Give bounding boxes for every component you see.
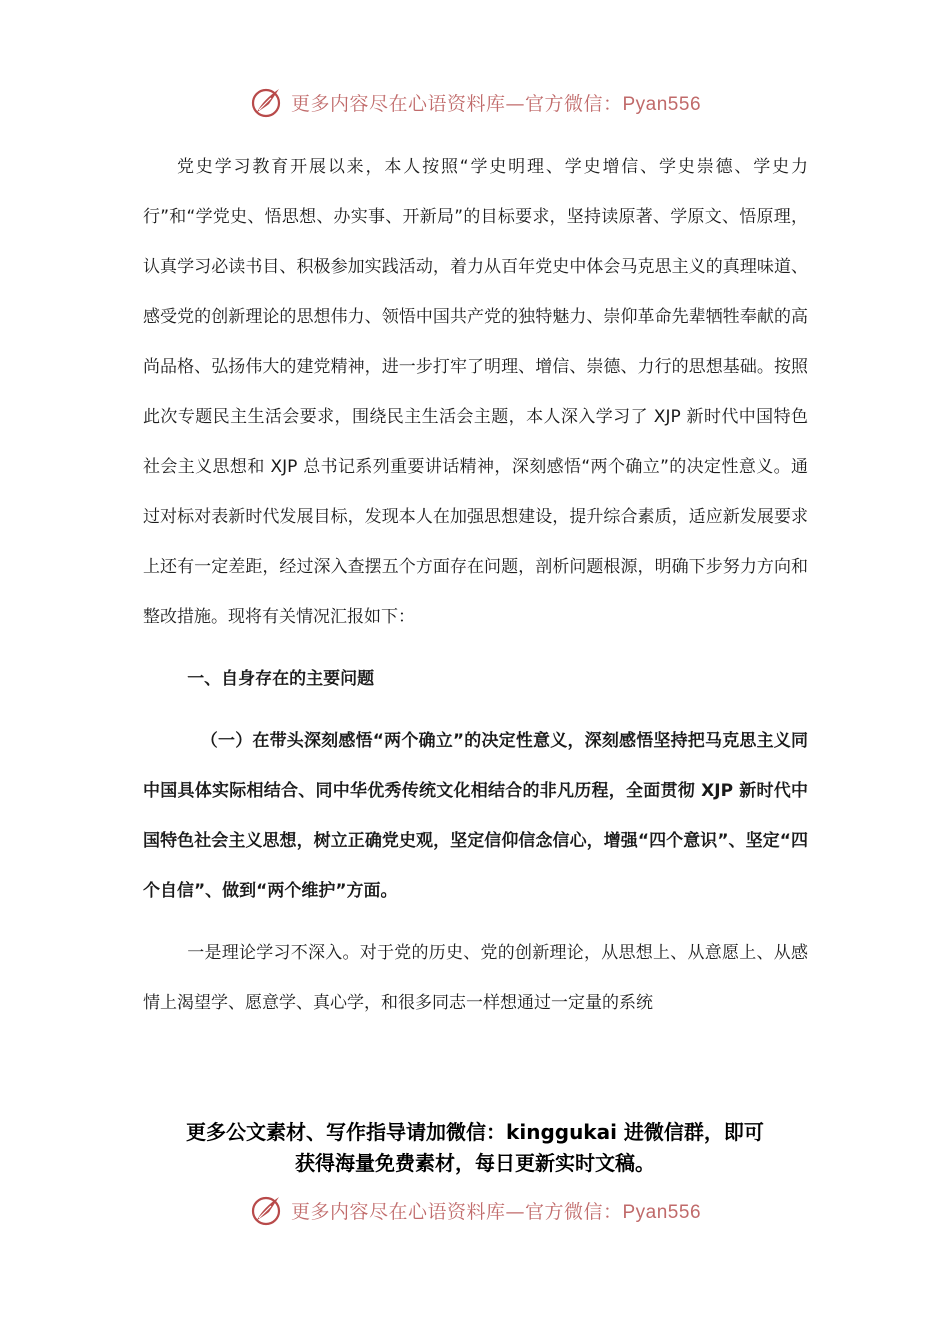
document-body	[143, 142, 808, 1028]
quill-pen-logo-icon	[249, 1192, 285, 1228]
body-paragraph: 一是理论学习不深入。对于党的历史、党的创新理论，从思想上、从意愿上、从感情上渴望学、愿意学、真心学，和很多同志一样想通过一定量的系统	[143, 943, 808, 1013]
section-heading: 一、自身存在的主要问题	[187, 669, 375, 689]
quill-pen-logo-icon	[249, 84, 285, 120]
header-watermark	[0, 84, 950, 120]
watermark-text: 更多内容尽在心语资料库—官方微信：Pyan556	[290, 1200, 702, 1223]
footer-watermark	[0, 1192, 950, 1228]
footer-note-line1: 更多公文素材、写作指导请加微信：kinggukai 进微信群，即可	[186, 1120, 764, 1144]
intro-paragraph: 党史学习教育开展以来，本人按照“学史明理、学史增信、学史崇德、学史力行”和“学党史、悟思想、办实事、开新局”的目标要求，坚持读原著、学原文、悟原理，认真学习必读书目、积极参加实践活动，着力从百年党史中体会马克思主义的真理味道、感受党的创新理论的思想伟力、领悟中国共产党的独特魅力、崇仰革命先辈牺牲奉献的高尚品格、弘扬伟大的建党精神，进一步打牢了明理、增信、崇德、力行的思想基础。按照此次专题民主生活会要求，围绕民主生活会主题，本人深入学习了 XJP 新时代中国特色社会主义思想和 XJP 总书记系列重要讲话精神，深刻感悟“两个确立”的决定性意义。通过对标对表新时代发展目标，发现本人在加强思想建设，提升综合素质，适应新发展要求上还有一定差距，经过深入查摆五个方面存在问题，剖析问题根源，明确下步努力方向和整改措施。现将有关情况汇报如下：	[143, 157, 808, 627]
footer-note	[130, 1117, 820, 1179]
watermark-text: 更多内容尽在心语资料库—官方微信：Pyan556	[290, 92, 702, 115]
subsection-heading: （一）在带头深刻感悟“两个确立”的决定性意义，深刻感悟坚持把马克思主义同中国具体实际相结合、同中华优秀传统文化相结合的非凡历程，全面贯彻 XJP 新时代中国特色社会主义思想，树立正确党史观，坚定信仰信念信心，增强“四个意识”、坚定“四个自信”、做到“两个维护”方面。	[143, 731, 808, 901]
footer-note-line2: 获得海量免费素材，每日更新实时文稿。	[295, 1151, 655, 1175]
